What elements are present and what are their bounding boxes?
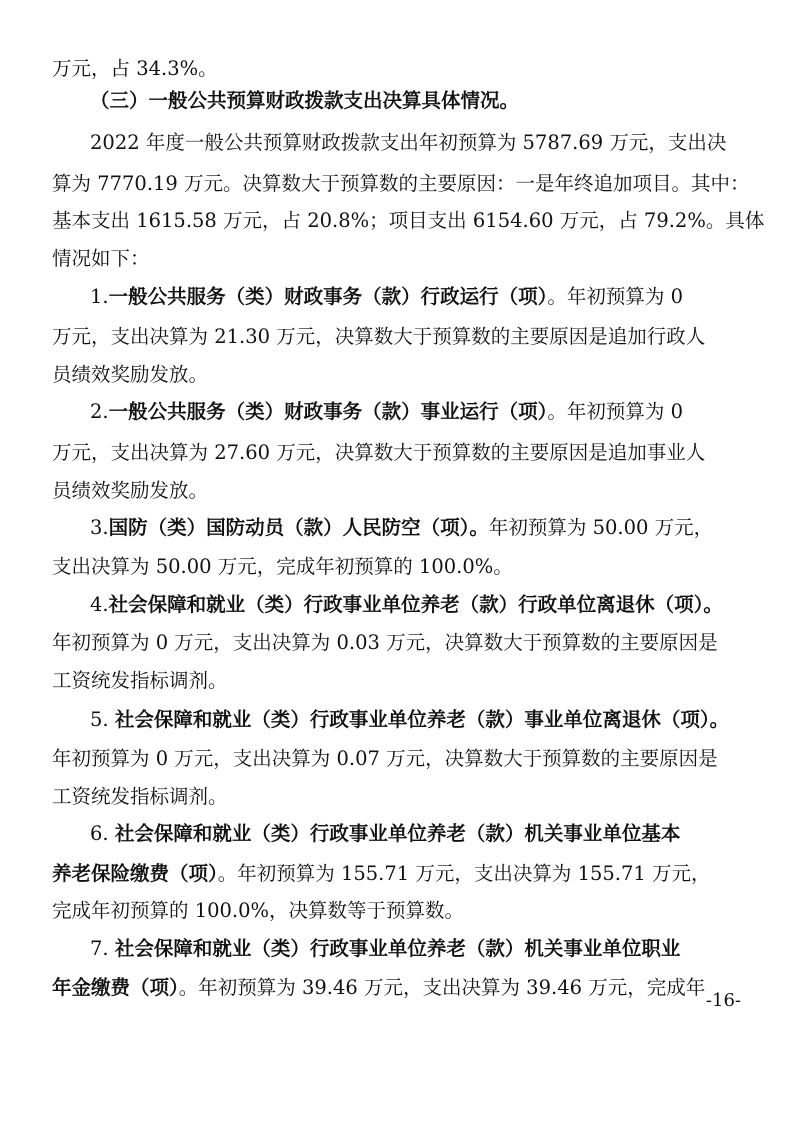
text-line (90, 514, 713, 542)
text-line (52, 245, 150, 273)
text-segment: 员绩效奖励发放。 (52, 479, 209, 502)
bold-text-segment: 社会保障和就业（类）行政事业单位养老（款）机关事业单位职业 (114, 937, 681, 960)
text-line (90, 706, 729, 734)
text-line (52, 55, 218, 83)
text-line (52, 860, 711, 888)
text-segment: 情况如下： (52, 247, 150, 270)
text-segment: 基本支出 1615.58 万元，占 20.8%；项目支出 6154.60 万元，占 79.2%。具体 (52, 209, 765, 232)
text-segment: 完成年初预算的 100.0%，决算数等于预算数。 (52, 899, 465, 922)
bold-text-segment: 社会保障和就业（类）行政事业单位养老（款）行政单位离退休（项）。 (108, 593, 723, 616)
text-segment: 年初预算为 0 万元，支出决算为 0.07 万元，决算数大于预算数的主要原因是 (52, 747, 718, 770)
text-line (90, 283, 683, 311)
text-line (90, 87, 519, 115)
bold-text-segment: 一般公共服务（类）财政事务（款）行政运行（项） (108, 285, 548, 308)
text-segment: 6. (90, 822, 115, 845)
text-line (52, 897, 464, 925)
text-line (52, 745, 718, 773)
text-segment: 。年初预算为 0 (547, 285, 683, 308)
text-segment: 7. (90, 937, 115, 960)
text-line (90, 820, 680, 848)
bold-text-segment: （三）一般公共预算财政拨款支出决算具体情况。 (90, 89, 520, 112)
text-line (52, 477, 208, 505)
text-segment: 1. (90, 285, 109, 308)
bold-text-segment: 一般公共服务（类）财政事务（款）事业运行（项） (108, 400, 548, 423)
text-segment: 员绩效奖励发放。 (52, 363, 209, 386)
text-line (90, 935, 680, 963)
bold-text-segment: 社会保障和就业（类）行政事业单位养老（款）事业单位离退休（项）。 (114, 708, 730, 731)
text-line (52, 974, 705, 1002)
text-segment: 工资统发指标调剂。 (52, 785, 228, 808)
text-line (52, 207, 764, 235)
page-number: -16- (705, 990, 741, 1011)
text-line (52, 170, 750, 198)
text-line (90, 398, 683, 426)
text-segment: 。年初预算为 155.71 万元，支出决算为 155.71 万元， (217, 862, 711, 885)
text-segment: 3. (90, 516, 109, 539)
text-line (90, 591, 723, 619)
text-segment: 万元，占 34.3%。 (52, 57, 218, 80)
text-line (52, 629, 718, 657)
text-line (52, 667, 228, 695)
text-segment: 。年初预算为 39.46 万元，支出决算为 39.46 万元，完成年 (178, 976, 706, 999)
text-line (52, 553, 513, 581)
text-segment: 年初预算为 50.00 万元， (488, 516, 714, 539)
text-line (52, 361, 208, 389)
text-segment: 支出决算为 50.00 万元，完成年初预算的 100.0%。 (52, 555, 513, 578)
text-segment: 万元，支出决算为 27.60 万元，决算数大于预算数的主要原因是追加事业人 (52, 441, 706, 464)
text-segment: 5. (90, 708, 115, 731)
text-segment: 万元，支出决算为 21.30 万元，决算数大于预算数的主要原因是追加行政人 (52, 325, 706, 348)
text-line (90, 129, 726, 157)
text-segment: 。年初预算为 0 (547, 400, 683, 423)
text-segment: 工资统发指标调剂。 (52, 669, 228, 692)
text-segment: 2. (90, 400, 109, 423)
text-line (52, 783, 228, 811)
text-segment: 4. (90, 593, 109, 616)
text-line (52, 439, 705, 467)
bold-text-segment: 年金缴费（项） (52, 976, 179, 999)
bold-text-segment: 社会保障和就业（类）行政事业单位养老（款）机关事业单位基本 (114, 822, 681, 845)
bold-text-segment: 养老保险缴费（项） (52, 862, 218, 885)
text-line (52, 323, 705, 351)
bold-text-segment: 国防（类）国防动员（款）人民防空（项）。 (108, 516, 489, 539)
text-segment: 年初预算为 0 万元，支出决算为 0.03 万元，决算数大于预算数的主要原因是 (52, 631, 718, 654)
text-segment: 2022 年度一般公共预算财政拨款支出年初预算为 5787.69 万元，支出决 (90, 131, 727, 154)
text-segment: 算为 7770.19 万元。决算数大于预算数的主要原因：一是年终追加项目。其中： (52, 172, 750, 195)
